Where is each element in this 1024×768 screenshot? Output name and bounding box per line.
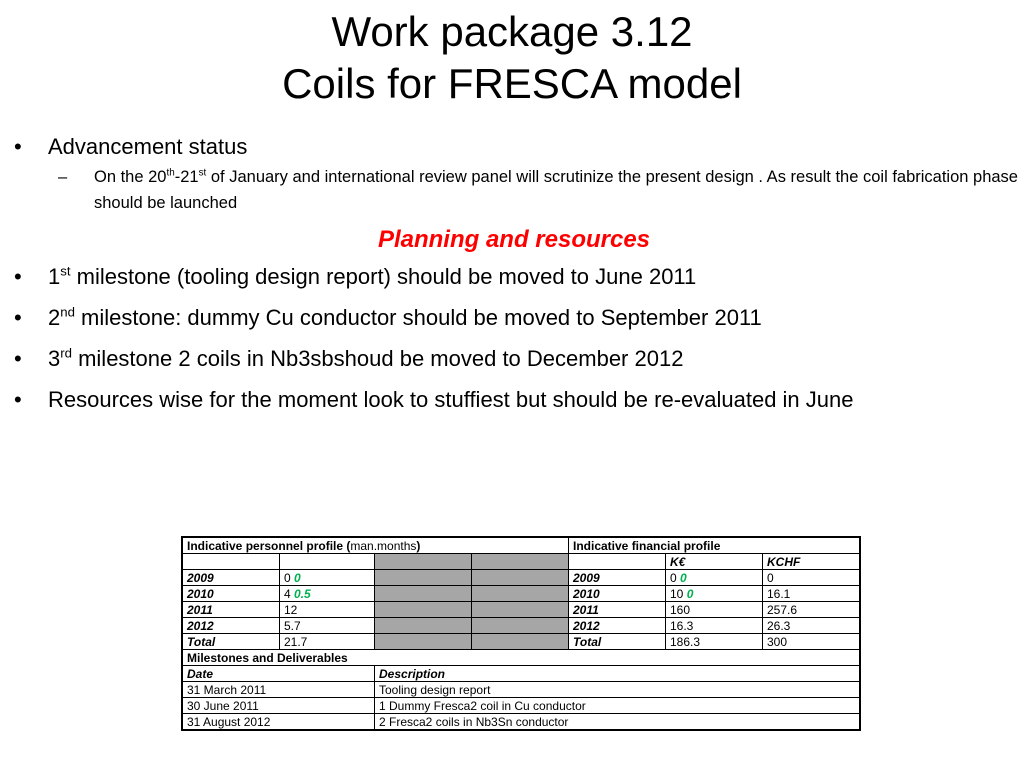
title-line-1: Work package 3.12 [331,8,693,55]
table-row-total: Total 21.7 Total 186.3 300 [182,634,860,650]
bullet-dot: • [14,346,22,371]
deliverable-row: 31 March 2011 Tooling design report [182,682,860,698]
grey-cell [375,618,472,634]
bullet-text: 3rd milestone 2 coils in Nb3sbshoud be moved to December 2012 [48,345,684,371]
bullet-milestone-2 [14,303,1019,333]
date-column-header: Date [182,666,375,682]
deliverable-row: 31 August 2012 2 Fresca2 coils in Nb3Sn conductor [182,714,860,731]
description-column-header: Description [375,666,861,682]
grey-cell [472,602,569,618]
grey-cell [375,570,472,586]
grey-cell [375,602,472,618]
title-line-2: Coils for FRESCA model [282,60,742,107]
grey-cell [472,618,569,634]
slide-title [0,6,1024,110]
bullet-dot: • [14,264,22,289]
bullet-text: 2nd milestone: dummy Cu conductor should be moved to September 2011 [48,304,762,330]
bullet-milestone-3 [14,344,1019,374]
kchf-column-header: KCHF [763,554,861,570]
bullet-text: 1st milestone (tooling design report) should be moved to June 2011 [48,263,697,289]
sub-bullet-text: On the 20th-21st of January and international review panel will scrutinize the present design . As result the coil fabrication phase should be launched [94,167,1018,212]
deliverable-row: 30 June 2011 1 Dummy Fresca2 coil in Cu conductor [182,698,860,714]
grey-cell [472,554,569,570]
milestones-header-row [182,650,860,666]
deliverables-header-row [182,666,860,682]
planning-table [181,536,861,731]
milestones-header: Milestones and Deliverables [182,650,860,666]
personnel-profile-header: Indicative personnel profile (man.months) [182,537,569,554]
planning-heading: Planning and resources [377,226,651,253]
bullet-advancement [14,132,1019,162]
bullet-text: Advancement status [48,134,248,159]
financial-profile-header: Indicative financial profile [569,537,861,554]
dash-marker: – [58,168,68,186]
table-header-row [182,537,860,554]
keur-column-header: K€ [666,554,763,570]
slide-content [14,132,1019,415]
table-subheader-row [182,554,860,570]
bullet-dot: • [14,134,22,159]
grey-cell [472,634,569,650]
grey-cell [375,634,472,650]
bullet-dot: • [14,305,22,330]
grey-cell [472,586,569,602]
bullet-resources [14,385,1019,415]
grey-cell [472,570,569,586]
table-row: 2009 0 0 2009 0 0 0 [182,570,860,586]
grey-cell [375,554,472,570]
sub-bullet-review [58,164,1019,216]
grey-cell [375,586,472,602]
bullet-dot: • [14,387,22,412]
table-row: 2010 4 0.5 2010 10 0 16.1 [182,586,860,602]
bullet-text: Resources wise for the moment look to stuffiest but should be re-evaluated in June [48,387,854,412]
bullet-milestone-1 [14,262,1019,292]
table-row: 2012 5.7 2012 16.3 26.3 [182,618,860,634]
table-row: 2011 12 2011 160 257.6 [182,602,860,618]
